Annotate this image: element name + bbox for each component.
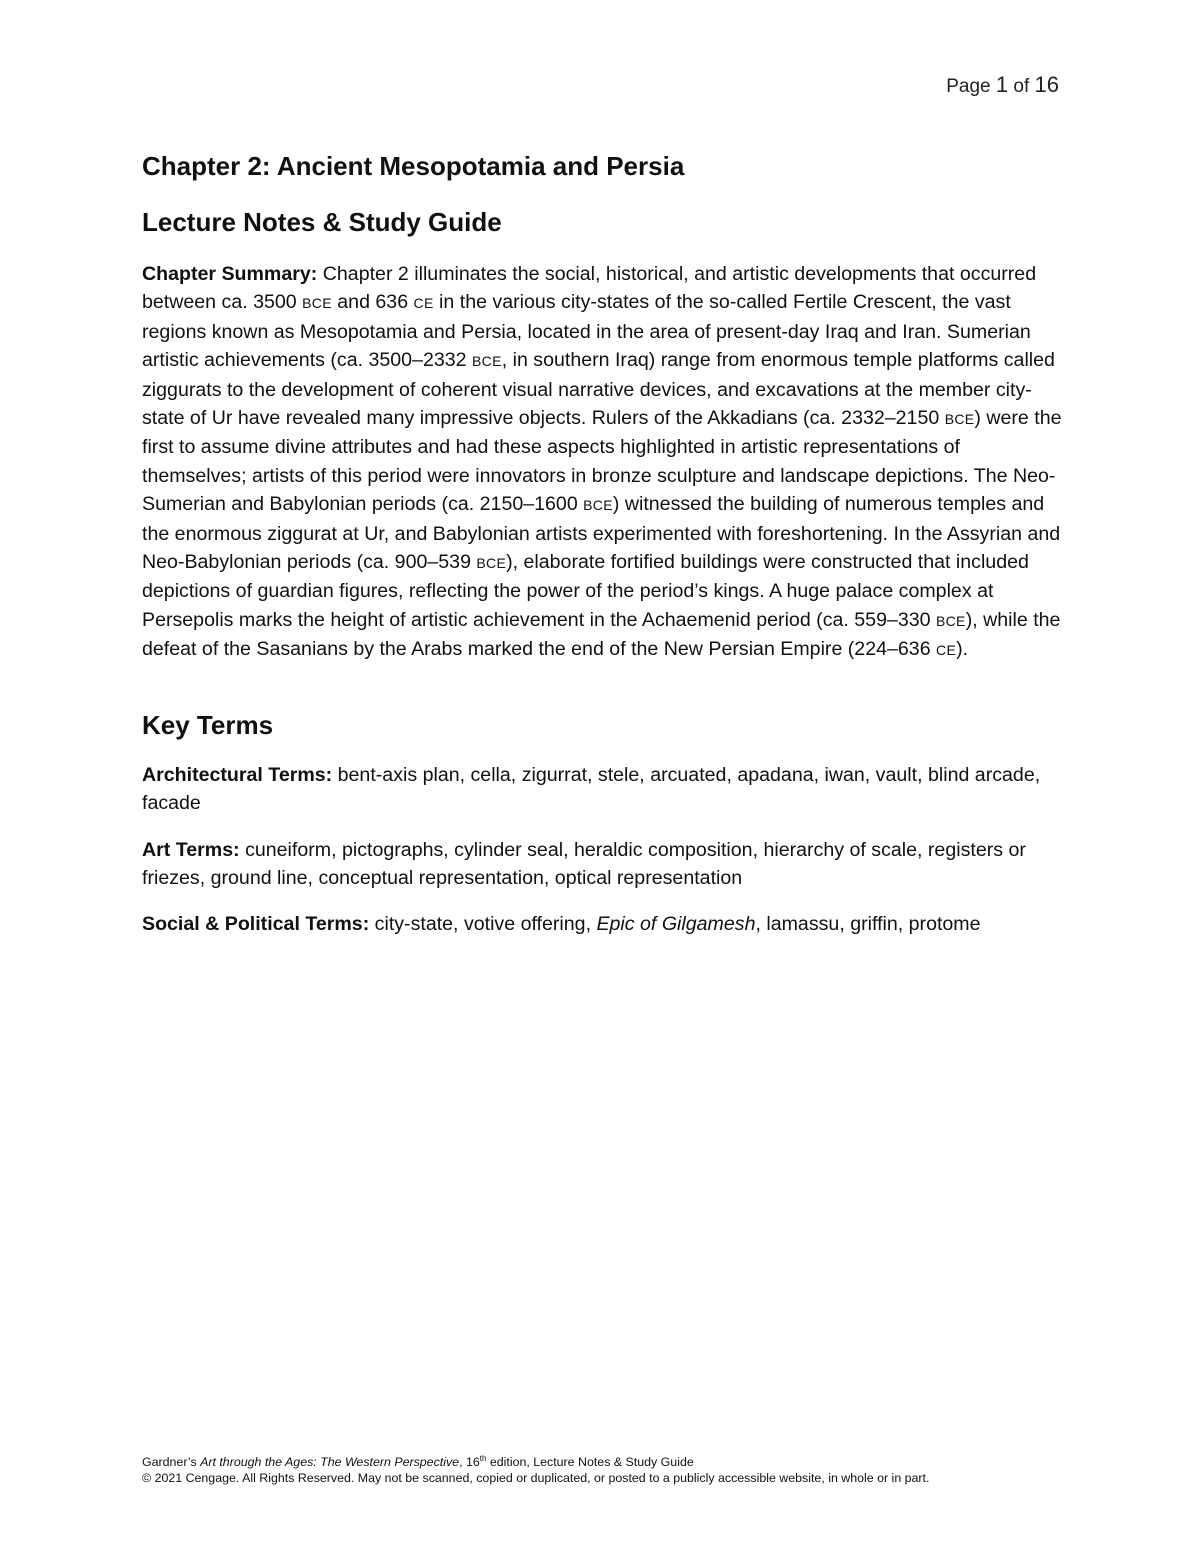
summary-text: ) witnessed the building of numerous temples and the enormous ziggurat at Ur, and Babylonian artists experimented with foreshortening. In the Assyrian and Neo-Babylonian periods (ca. 900–539 — [142, 493, 1061, 574]
social-political-terms-list-end: , lamassu, griffin, protome — [755, 913, 981, 936]
summary-text: in the various city-states of the so-called Fertile Crescent, the vast regions known as Mesopotamia and Persia, located in the area of present-day Iraq and Iran. Sumerian artistic achievements (ca. 3500–2332 — [142, 291, 1031, 372]
summary-text: ). — [956, 638, 969, 661]
chapter-summary — [142, 260, 1062, 665]
era-abbrev: BCE — [583, 497, 613, 514]
footer-prefix: Gardner’s — [142, 1455, 201, 1470]
summary-text: , in southern Iraq) range from enormous temple platforms called ziggurats to the development of coherent visual narrative devices, and excavations at the member city-state of Ur have revealed many impressive objects. Rulers of the Akkadians (ca. 2332–2150 — [142, 349, 1055, 430]
social-political-terms — [142, 910, 1062, 938]
footer-edition: , 16 — [459, 1455, 480, 1470]
summary-text: ), elaborate fortified buildings were constructed that included depictions of guardian figures, reflecting the power of the period’s kings. A huge palace complex at Persepolis marks the height of artistic achievement in the Achaemenid period (ca. 559–330 — [142, 551, 1029, 631]
footer-citation — [142, 1451, 1042, 1470]
architectural-terms-list: bent-axis plan, cella, zigurrat, stele, arcuated, apadana, iwan, vault, blind arcade, facade — [142, 763, 1041, 815]
architectural-terms — [142, 761, 1062, 818]
era-abbrev: BCE — [476, 555, 507, 572]
architectural-terms-label: Architectural Terms: — [142, 763, 333, 786]
era-abbrev: BCE — [472, 353, 502, 370]
footer-book-title: Art through the Ages: The Western Perspective — [200, 1455, 460, 1470]
page-footer — [142, 1451, 1042, 1486]
footer-suffix: edition, Lecture Notes & Study Guide — [486, 1455, 694, 1470]
document-subtitle: Lecture Notes & Study Guide — [142, 207, 502, 237]
art-terms — [142, 836, 1062, 893]
document-body — [142, 148, 1062, 939]
era-abbrev: BCE — [944, 411, 975, 428]
page-number — [946, 72, 1059, 98]
key-terms-heading: Key Terms — [142, 709, 274, 740]
epic-title: Epic of Gilgamesh — [596, 913, 756, 936]
footer-edition-sup: th — [479, 1454, 487, 1463]
footer-copyright: © 2021 Cengage. All Rights Reserved. May not be scanned, copied or duplicated, or posted to a publicly accessible website, in whole or in part. — [142, 1471, 930, 1486]
era-abbrev: BCE — [936, 612, 966, 629]
page-number-prefix: Page — [946, 76, 996, 97]
era-abbrev: CE — [936, 642, 957, 659]
page-number-current: 1 — [995, 72, 1009, 97]
art-terms-label: Art Terms: — [142, 838, 240, 861]
summary-text: ) were the first to assume divine attributes and had these aspects highlighted in artistic representations of themselves; artists of this period were innovators in bronze sculpture and landscape depictions. The Neo-Sumerian and Babylonian periods (ca. 2150–1600 — [142, 407, 1062, 516]
summary-text: and 636 — [331, 291, 414, 314]
summary-text: ), while the defeat of the Sasanians by the Arabs marked the end of the New Persian Empire (224–636 — [142, 608, 1061, 661]
era-abbrev: BCE — [302, 295, 332, 312]
summary-text: Chapter 2 illuminates the social, historical, and artistic developments that occurred between ca. 3500 — [142, 263, 1037, 314]
chapter-title: Chapter 2: Ancient Mesopotamia and Persia — [142, 151, 685, 181]
summary-label: Chapter Summary: — [142, 263, 318, 285]
page-number-of: of — [1008, 76, 1035, 97]
era-abbrev: CE — [413, 295, 434, 312]
social-political-terms-label: Social & Political Terms: — [142, 913, 370, 936]
page-number-total: 16 — [1034, 72, 1059, 97]
social-political-terms-list: city-state, votive offering, — [369, 913, 597, 936]
art-terms-list: cuneiform, pictographs, cylinder seal, heraldic composition, hierarchy of scale, registers or friezes, ground line, conceptual representation, optical representation — [142, 838, 1026, 889]
